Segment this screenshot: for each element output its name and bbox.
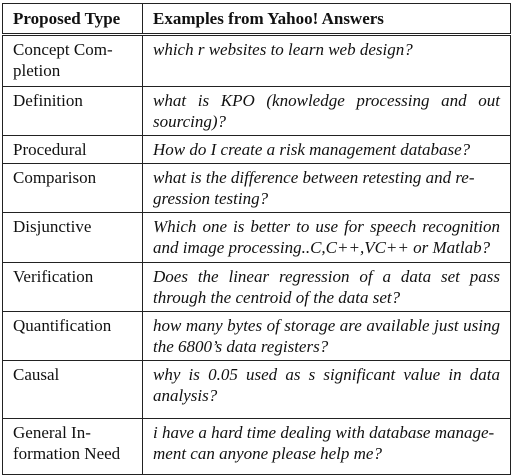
table-row <box>3 136 511 164</box>
header-proposed-type: Proposed Type <box>3 4 143 35</box>
table-row <box>3 87 511 136</box>
example-cell: i have a hard time dealing with database manage- ment can anyone please help me? <box>143 419 511 475</box>
table-row <box>3 164 511 213</box>
example-cell: which r websites to learn web design? <box>143 35 511 87</box>
table-row <box>3 361 511 419</box>
table-row <box>3 213 511 263</box>
example-cell: what is the difference between retesting and re- gression testing? <box>143 164 511 213</box>
example-cell: Does the linear regression of a data set pass through the centroid of the data set? <box>143 263 511 312</box>
type-cell: Causal <box>3 361 143 419</box>
header-examples: Examples from Yahoo! Answers <box>143 4 511 35</box>
example-cell: How do I create a risk management database? <box>143 136 511 164</box>
type-cell: Disjunctive <box>3 213 143 263</box>
type-cell: Comparison <box>3 164 143 213</box>
header-row <box>3 4 511 35</box>
table-row <box>3 35 511 87</box>
table-row <box>3 419 511 475</box>
type-cell: Concept Com- pletion <box>3 35 143 87</box>
type-cell: Procedural <box>3 136 143 164</box>
type-cell: Quantification <box>3 312 143 361</box>
question-type-table <box>2 3 511 475</box>
example-cell: why is 0.05 used as s significant value in data analysis? <box>143 361 511 419</box>
type-cell: Definition <box>3 87 143 136</box>
example-cell: what is KPO (knowledge processing and out sourcing)? <box>143 87 511 136</box>
example-cell: Which one is better to use for speech recognition and image processing..C,C++,VC++ or Matlab? <box>143 213 511 263</box>
type-cell: Verification <box>3 263 143 312</box>
table-row <box>3 312 511 361</box>
type-cell: General In- formation Need <box>3 419 143 475</box>
question-type-table-container <box>2 3 510 469</box>
table-row <box>3 263 511 312</box>
example-cell: how many bytes of storage are available just using the 6800’s data registers? <box>143 312 511 361</box>
